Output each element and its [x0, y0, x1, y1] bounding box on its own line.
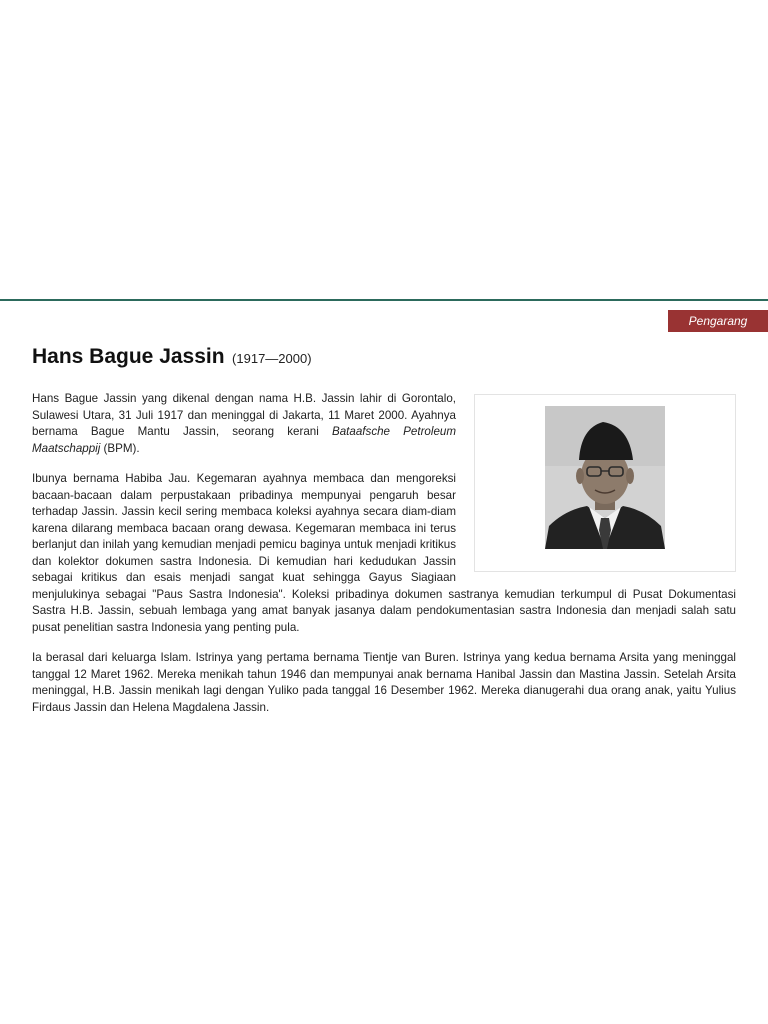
company-name: Bataafsche Petroleum Maatschappij — [32, 425, 457, 455]
article-body — [32, 391, 736, 730]
author-years: (1917—2000) — [232, 351, 312, 366]
portrait-illustration — [545, 406, 665, 549]
article-title — [32, 345, 312, 369]
paragraph-1-text: Hans Bague Jassin yang dikenal dengan nama H.B. Jassin lahir di Gorontalo, Sulawesi Utara, 31 Juli 1917 dan meninggal di Jakarta, 11 Maret 2000. Ayahnya bernama Bague Mantu Jassin, seorang kerani — [32, 392, 456, 438]
photo-frame — [474, 394, 736, 572]
paragraph-1-tail: (BPM). — [100, 441, 140, 455]
category-tag[interactable]: Pengarang — [668, 310, 768, 332]
portrait-photo — [545, 406, 665, 549]
paragraph-2: Ibunya bernama Habiba Jau. Kegemaran ayahnya membaca dan mengoreksi bacaan-bacaan dalam perpustakaan pribadinya mempunyai pengaruh besar terhadap Jassin. Jassin kecil sering membaca koleksi ayahnya secara diam-diam karena dilarang membaca bacaan orang dewasa. Kegemaran membaca ini terus berlanjut dan inilah yang kemudian menjadi pemicu baginya untuk menjadi kritikus dan kolektor dokumen sastra Indonesia. Di kemudian hari kedudukan Jassin sebagai kritikus dan esais menjadi sangat kuat sehingga Gayus Siagiaan menjulukinya sebagai "Paus Sastra Indonesia". Koleksi pribadinya dokumen sastranya kemudian terkumpul di Pusat Dokumentasi Sastra H.B. Jassin, sebuah lembaga yang amat banyak jasanya dalam pendokumentasian sastra Indonesia dan menjadi salah satu pusat penelitian sastra Indonesia yang penting pula. — [32, 472, 736, 634]
author-name: Hans Bague Jassin — [32, 345, 225, 368]
paragraph-3: Ia berasal dari keluarga Islam. Istrinya yang pertama bernama Tientje van Buren. Istrinya yang kedua bernama Arsita yang meninggal tanggal 12 Maret 1962. Mereka menikah tahun 1946 dan mempunyai anak bernama Hanibal Jassin dan Mastina Jassin. Setelah Arsita meninggal, H.B. Jassin menikah lagi dengan Yuliko pada tanggal 16 Desember 1962. Mereka dianugerahi dua orang anak, yaitu Yulius Firdaus Jassin dan Helena Magdalena Jassin. — [32, 651, 736, 714]
author-article — [0, 299, 768, 725]
